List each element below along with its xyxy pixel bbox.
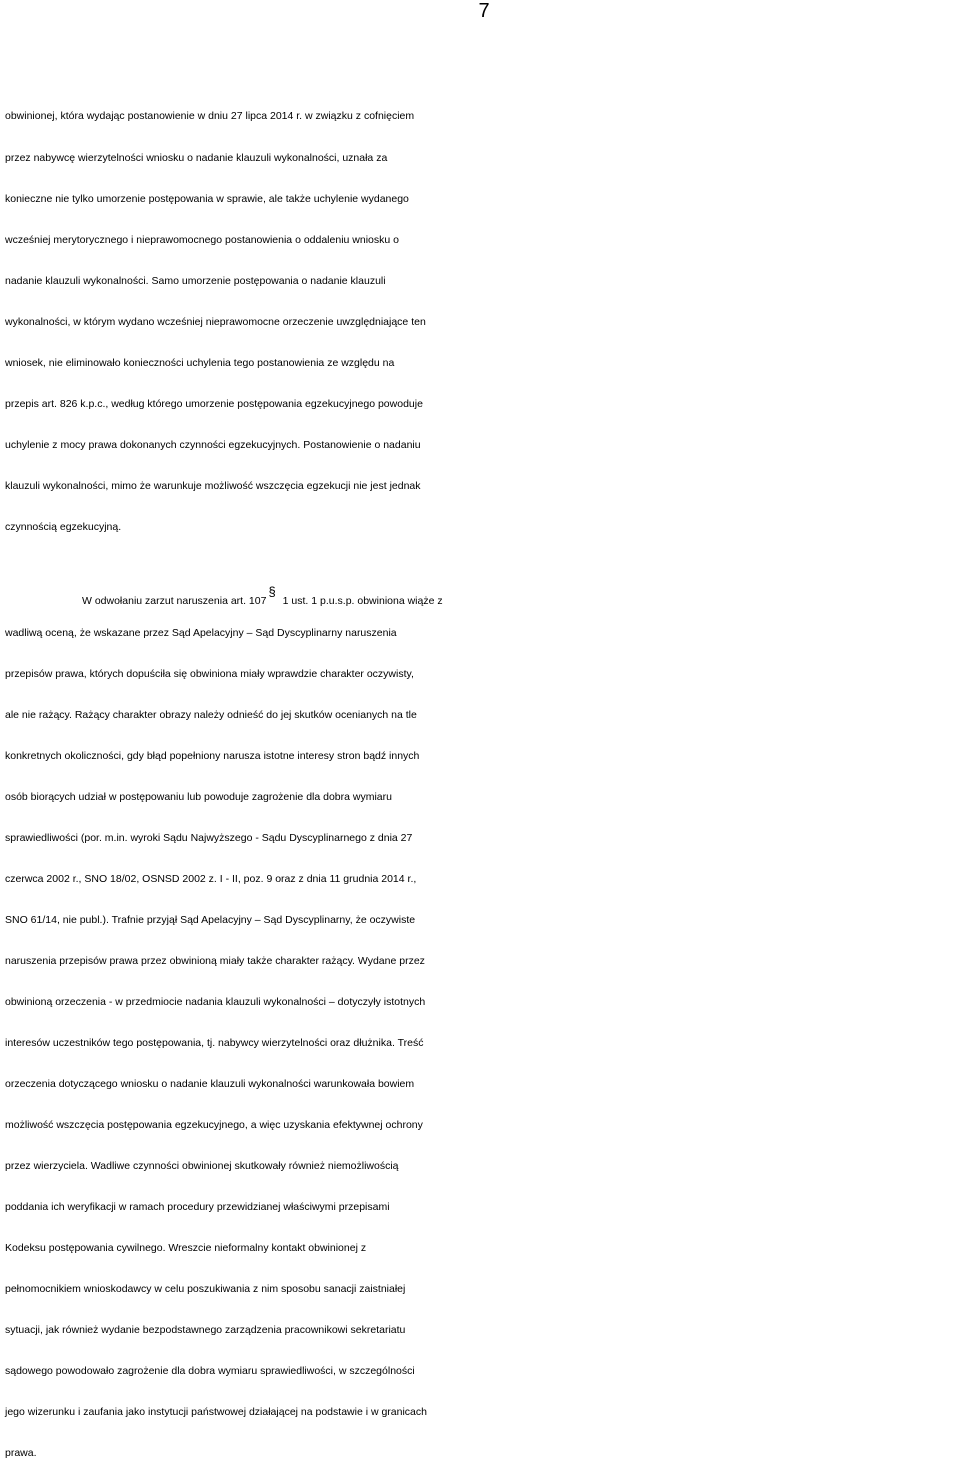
text-line: prawa. xyxy=(5,1447,37,1459)
text-segment: 1 ust. 1 p.u.s.p. obwiniona wiąże z xyxy=(282,595,443,607)
text-line: Kodeksu postępowania cywilnego. Wreszcie nieformalny kontakt obwinionej z xyxy=(5,1242,367,1254)
text-line: obwinioną orzeczenia - w przedmiocie nadania klauzuli wykonalności – dotyczyły istotnych xyxy=(5,996,426,1008)
text-line: czerwca 2002 r., SNO 18/02, OSNSD 2002 z. I - II, poz. 9 oraz z dnia 11 grudnia 2014 r., xyxy=(5,873,417,885)
text-line: przez nabywcę wierzytelności wniosku o nadanie klauzuli wykonalności, uznała za xyxy=(5,152,388,164)
text-line: obwinionej, która wydając postanowienie w dniu 27 lipca 2014 r. w związku z cofnięciem xyxy=(5,110,415,122)
text-line: sprawiedliwości (por. m.in. wyroki Sądu Najwyższego - Sądu Dyscyplinarnego z dnia 27 xyxy=(5,832,413,844)
text-line: osób biorących udział w postępowaniu lub powoduje zagrożenie dla dobra wymiaru xyxy=(5,791,392,803)
text-line: możliwość wszczęcia postępowania egzekucyjnego, a więc uzyskania efektywnej ochrony xyxy=(5,1119,423,1131)
text-line: ale nie rażący. Rażący charakter obrazy należy odnieść do jej skutków ocenianych na tle xyxy=(5,709,417,721)
text-line: uchylenie z mocy prawa dokonanych czynności egzekucyjnych. Postanowienie o nadaniu xyxy=(5,439,421,451)
text-line: interesów uczestników tego postępowania, tj. nabywcy wierzytelności oraz dłużnika. Treść xyxy=(5,1037,424,1049)
text-line: konkretnych okoliczności, gdy błąd popełniony narusza istotne interesy stron bądź innych xyxy=(5,750,420,762)
text-line: sytuacji, jak również wydanie bezpodstawnego zarządzenia pracownikowi sekretariatu xyxy=(5,1324,406,1336)
text-line: wcześniej merytorycznego i nieprawomocnego postanowienia o oddaleniu wniosku o xyxy=(5,234,399,246)
text-line: sądowego powodowało zagrożenie dla dobra wymiaru sprawiedliwości, w szczególności xyxy=(5,1365,415,1377)
text-line: orzeczenia dotyczącego wniosku o nadanie klauzuli wykonalności warunkowała bowiem xyxy=(5,1078,415,1090)
text-line: przez wierzyciela. Wadliwe czynności obwinionej skutkowały również niemożliwością xyxy=(5,1160,399,1172)
text-line: wadliwą oceną, że wskazane przez Sąd Apelacyjny – Sąd Dyscyplinarny naruszenia xyxy=(5,627,397,639)
page-number: 7 xyxy=(478,0,490,22)
text-line: konieczne nie tylko umorzenie postępowania w sprawie, ale także uchylenie wydanego xyxy=(5,193,409,205)
text-line: SNO 61/14, nie publ.). Trafnie przyjął Sąd Apelacyjny – Sąd Dyscyplinarny, że oczywiste xyxy=(5,914,416,926)
text-line: pełnomocnikiem wnioskodawcy w celu poszukiwania z nim sposobu sanacji zaistniałej xyxy=(5,1283,406,1295)
text-line: jego wizerunku i zaufania jako instytucji państwowej działającej na podstawie i w granicach xyxy=(5,1406,427,1418)
text-line: nadanie klauzuli wykonalności. Samo umorzenie postępowania o nadanie klauzuli xyxy=(5,275,386,287)
text-line: klauzuli wykonalności, mimo że warunkuje możliwość wszczęcia egzekucji nie jest jednak xyxy=(5,480,421,492)
text-line: przepis art. 826 k.p.c., według którego umorzenie postępowania egzekucyjnego powoduje xyxy=(5,398,423,410)
text-line: wykonalności, w którym wydano wcześniej nieprawomocne orzeczenie uwzględniające ten xyxy=(5,316,426,328)
text-line xyxy=(82,580,960,613)
text-line: wniosek, nie eliminowało konieczności uchylenia tego postanowienia ze względu na xyxy=(5,357,395,369)
text-line: naruszenia przepisów prawa przez obwinioną miały także charakter rażący. Wydane przez xyxy=(5,955,425,967)
text-line: poddania ich weryfikacji w ramach procedury przewidzianej właściwymi przepisami xyxy=(5,1201,390,1213)
text-line: przepisów prawa, których dopuściła się obwiniona miały wprawdzie charakter oczywisty, xyxy=(5,668,414,680)
text-line: czynnością egzekucyjną. xyxy=(5,521,122,533)
section-sign: § xyxy=(268,584,276,599)
text-segment: W odwołaniu zarzut naruszenia art. 107 xyxy=(82,595,267,607)
